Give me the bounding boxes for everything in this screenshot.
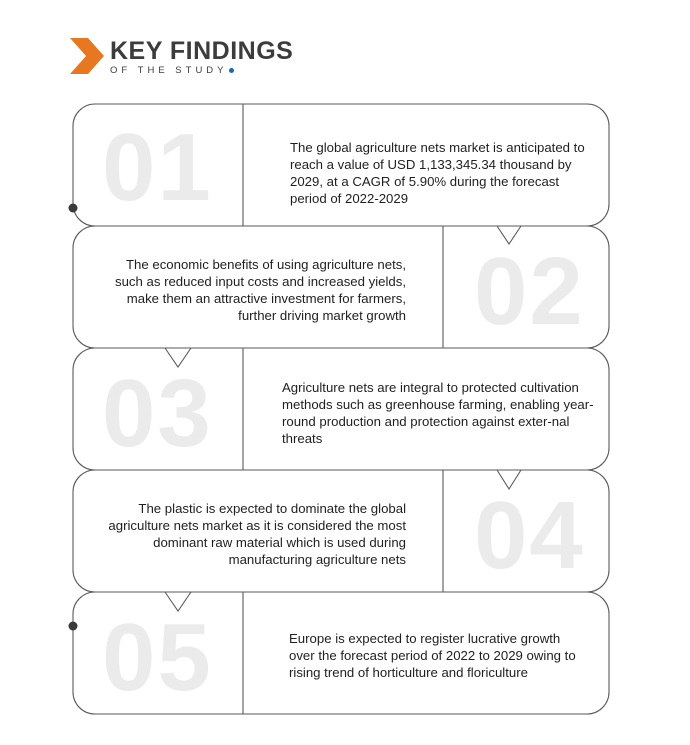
timeline-end-dot [69, 622, 78, 631]
finding-text-1: The global agriculture nets market is anticipated to reach a value of USD 1,133,345.34 thousand by 2029, at a CAGR of 5.90% during the forecast period of 2022-2029 [290, 140, 585, 206]
finding-text-4: The plastic is expected to dominate the global agriculture nets market as it is considered the most dominant raw material which is used during manufacturing agriculture nets [108, 501, 406, 567]
finding-number-2: 02 [474, 238, 585, 345]
finding-text-2: The economic benefits of using agriculture nets, such as reduced input costs and increased yields, make them an attractive investment for farmers, further driving market growth [114, 257, 406, 323]
finding-text-3: Agriculture nets are integral to protected cultivation methods such as greenhouse farming, enabling year-round production and protection against exter-nal threats [282, 380, 594, 446]
page-subtitle: OF THE STUDY [110, 65, 234, 76]
page-title: KEY FINDINGS [110, 37, 294, 65]
finding-number-3: 03 [102, 360, 213, 467]
finding-number-5: 05 [102, 604, 213, 711]
finding-text-5: Europe is expected to register lucrative growth over the forecast period of 2022 to 2029 owing to rising trend of horticulture and floriculture [289, 631, 576, 680]
finding-number-1: 01 [102, 114, 213, 221]
timeline-start-dot [69, 204, 78, 213]
finding-number-4: 04 [474, 482, 585, 589]
